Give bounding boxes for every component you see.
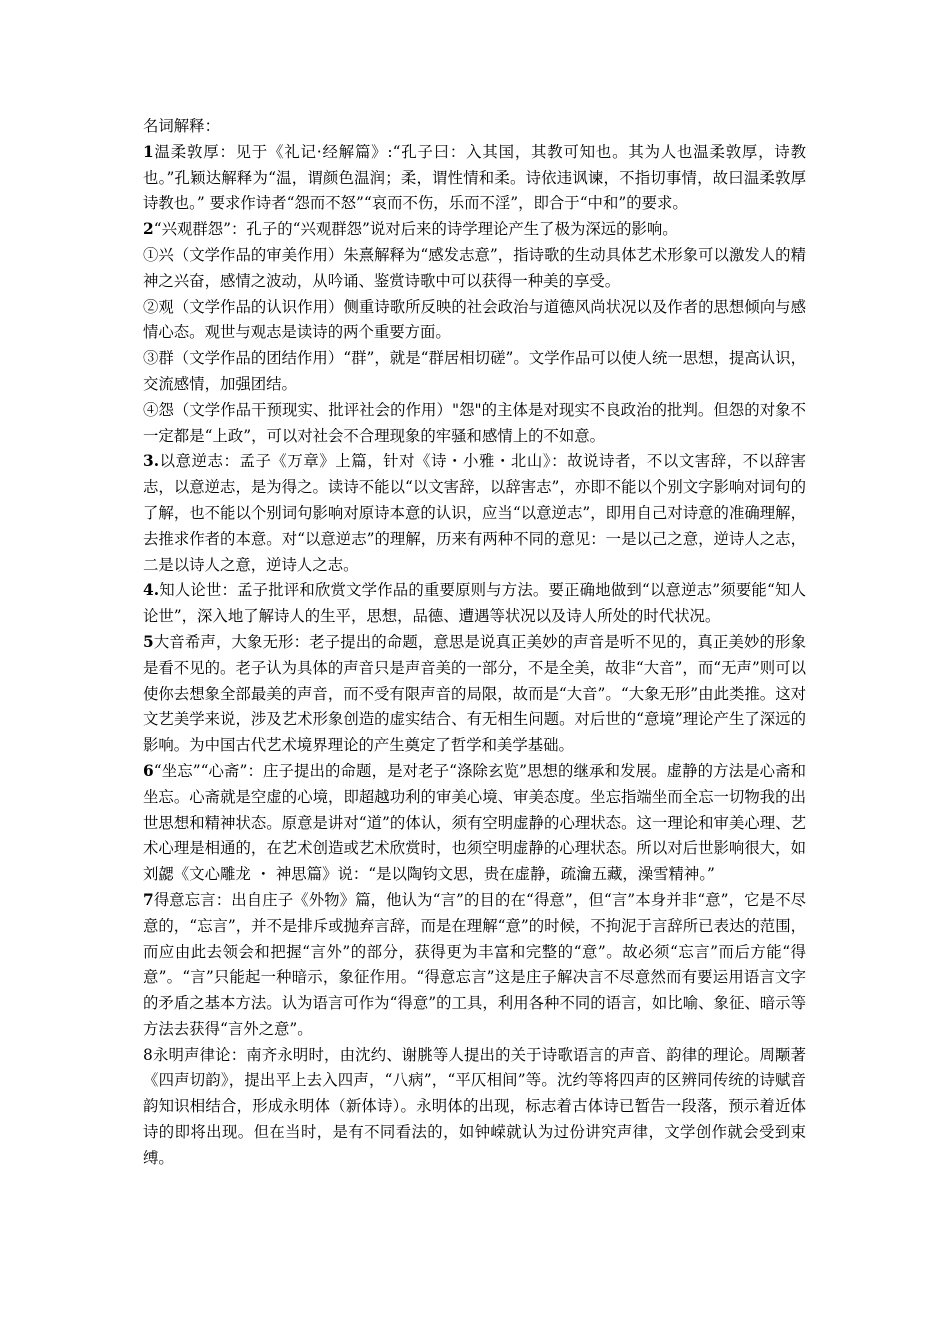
entry-number: 4. [143,581,160,600]
entry-paragraph [143,217,806,243]
entry-4 [143,578,806,630]
entry-number: 7 [143,890,154,909]
entry-text: 得意忘言：出自庄子《外物》篇，他认为“言”的目的在“得意”，但“言”本身并非“意”，它是不尽意的，“忘言”，并不是排斥或抛弃言辞，而是在理解“意”的时候，不拘泥于言辞所已表达的范围，而应由此去领会和把握“言外”的部分，获得更为丰富和完整的“意”。故必须“忘言”而后方能“得意”。“言”只能起一种暗示，象征作用。“得意忘言”这是庄子解决言不尽意然而有要运用语言文字的矛盾之基本方法。认为语言可作为“得意”的工具，利用各种不同的语言，如比喻、象征、暗示等方法去获得“言外之意”。 [143,890,806,1038]
entry-text: “坐忘”“心斋”：庄子提出的命题，是对老子“涤除玄览”思想的继承和发展。虚静的方法是心斋和坐忘。心斋就是空虚的心境，即超越功利的审美心境、审美态度。坐忘指端坐而全忘一切物我的出世思想和精神状态。原意是讲对“道”的体认，须有空明虚静的心理状态。这一理论和审美心理、艺术心理是相通的，在艺术创造或艺术欣赏时，也须空明虚静的心理状态。所以对后世影响很大，如刘勰《文心雕龙 ・ 神思篇》说：“是以陶钧文思，贵在虚静，疏瀹五藏，澡雪精神。” [143,761,806,884]
entry-subparagraph: ④怨（文学作品干预现实、批评社会的作用）"怨"的主体是对现实不良政治的批判。但怨的对象不一定都是“上政”，可以对社会不合理现象的牢骚和感情上的不如意。 [143,400,806,445]
entry-3 [143,449,806,578]
entry-paragraph [143,449,806,578]
entry-2 [143,217,806,449]
document-heading: 名词解释： [143,117,220,135]
entry-paragraph [143,630,806,759]
entry-1 [143,140,806,217]
entry-number: 2 [143,220,154,239]
entry-number: 1 [143,142,154,161]
entry-text: 温柔敦厚：见于《礼记·经解篇》:“孔子曰：入其国，其教可知也。其为人也温柔敦厚，诗教也。”孔颖达解释为“温，谓颜色温润；柔，谓性情和柔。诗依违讽谏，不指切事情，故曰温柔敦厚诗教也。” 要求作诗者“怨而不怒”“哀而不伤，乐而不淫”，即合于“中和”的要求。 [143,142,806,213]
entry-number: 8 [143,1045,153,1064]
entry-number: 3. [143,452,160,471]
entry-8 [143,1043,806,1172]
entry-7 [143,888,806,1043]
entry-subparagraph: ①兴（文学作品的审美作用）朱熹解释为“感发志意”，指诗歌的生动具体艺术形象可以激发人的精神之兴奋，感情之波动，从吟诵、鉴赏诗歌中可以获得一种美的享受。 [143,245,806,290]
entry-text: 永明声律论：南齐永明时，由沈约、谢朓等人提出的关于诗歌语言的声音、韵律的理论。周颙著《四声切韵》，提出平上去入四声，“八病”，“平仄相间”等。沈约等将四声的区辨同传统的诗赋音韵知识相结合，形成永明体（新体诗）。永明体的出现，标志着古体诗已暂告一段落，预示着近体诗的即将出现。但在当时，是有不同看法的，如钟嵘就认为过份讲究声律，文学创作就会受到束缚。 [143,1045,806,1167]
entry-number: 6 [143,761,154,780]
entry-paragraph [143,140,806,217]
entry-subparagraph: ③群（文学作品的团结作用）“群”，就是“群居相切磋”。文学作品可以使人统一思想，提高认识，交流感情，加强团结。 [143,349,806,393]
entry-text: 知人论世：孟子批评和欣赏文学作品的重要原则与方法。要正确地做到“以意逆志”须要能“知人论世”，深入地了解诗人的生平，思想，品德、遭遇等状况以及诗人所处的时代状况。 [143,581,806,626]
entry-paragraph [143,1043,806,1172]
entry-text: “兴观群怨”：孔子的“兴观群怨”说对后来的诗学理论产生了极为深远的影响。 [153,220,678,239]
entry-number: 5 [143,632,154,651]
entry-subparagraph: ②观（文学作品的认识作用）侧重诗歌所反映的社会政治与道德风尚状况以及作者的思想倾向与感情心态。观世与观志是读诗的两个重要方面。 [143,297,806,342]
entry-paragraph [143,888,806,1043]
entry-paragraph [143,578,806,630]
entry-text: 以意逆志：孟子《万章》上篇，针对《诗・小雅・北山》：故说诗者，不以文害辞，不以辞害志，以意逆志，是为得之。读诗不能以“以文害辞，以辞害志”，亦即不能以个别文字影响对词句的了解，也不能以个别词句影响对原诗本意的认识，应当“以意逆志”，即用自己对诗意的准确理解，去推求作者的本意。对“以意逆志”的理解，历来有两种不同的意见：一是以己之意，逆诗人之志，二是以诗人之意，逆诗人之志。 [143,452,806,574]
entry-text: 大音希声，大象无形：老子提出的命题，意思是说真正美妙的声音是听不见的，真正美妙的形象是看不见的。老子认为具体的声音只是声音美的一部分，不是全美，故非“大音”，而“无声”则可以使你去想象全部最美的声音，而不受有限声音的局限，故而是“大音”。“大象无形”由此类推。这对文艺美学来说，涉及艺术形象创造的虚实结合、有无相生问题。对后世的“意境”理论产生了深远的影响。为中国古代艺术境界理论的产生奠定了哲学和美学基础。 [143,632,806,755]
entry-5 [143,630,806,759]
document-page [143,114,806,1172]
entry-paragraph [143,759,806,888]
entry-6 [143,759,806,888]
